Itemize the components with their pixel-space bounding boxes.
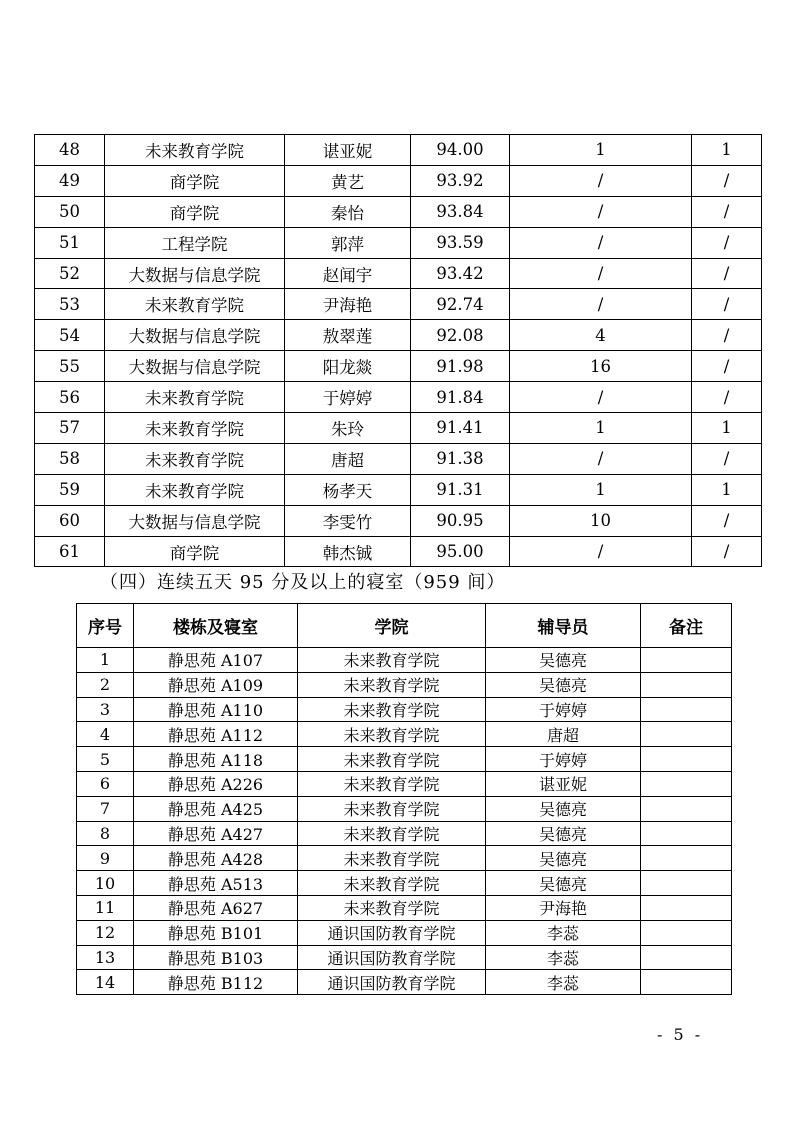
table-row [35, 474, 762, 505]
cell-no: 58 [35, 443, 105, 474]
cell-col6: / [692, 165, 762, 196]
cell-score: 91.31 [411, 474, 510, 505]
cell-col6: / [692, 505, 762, 536]
cell-college: 通识国防教育学院 [298, 945, 486, 970]
header-college: 学院 [298, 604, 486, 648]
cell-no: 48 [35, 135, 105, 166]
cell-college: 大数据与信息学院 [105, 351, 285, 382]
cell-note [641, 796, 732, 821]
cell-college: 未来教育学院 [298, 697, 486, 722]
header-note: 备注 [641, 604, 732, 648]
cell-col6: 1 [692, 474, 762, 505]
cell-college: 未来教育学院 [105, 443, 285, 474]
cell-college: 未来教育学院 [105, 474, 285, 505]
cell-college: 未来教育学院 [298, 648, 486, 673]
cell-col5: / [510, 227, 692, 258]
cell-col5: / [510, 536, 692, 567]
cell-note [641, 722, 732, 747]
cell-no: 14 [77, 970, 134, 995]
cell-no: 1 [77, 648, 134, 673]
dormitory-table-header-row [77, 604, 732, 648]
cell-college: 商学院 [105, 536, 285, 567]
cell-college: 未来教育学院 [105, 289, 285, 320]
cell-counselor: 于婷婷 [486, 697, 641, 722]
cell-col6: / [692, 227, 762, 258]
cell-name: 李雯竹 [285, 505, 411, 536]
table-row [77, 920, 732, 945]
cell-score: 93.42 [411, 258, 510, 289]
table-row [35, 196, 762, 227]
cell-col5: 1 [510, 413, 692, 444]
cell-no: 2 [77, 672, 134, 697]
cell-college: 未来教育学院 [298, 821, 486, 846]
cell-no: 12 [77, 920, 134, 945]
table-row [35, 443, 762, 474]
dormitory-table [76, 603, 732, 995]
cell-counselor: 吴德亮 [486, 871, 641, 896]
table-row [77, 895, 732, 920]
table-row [77, 747, 732, 772]
cell-college: 通识国防教育学院 [298, 970, 486, 995]
cell-col6: / [692, 196, 762, 227]
cell-no: 61 [35, 536, 105, 567]
cell-no: 50 [35, 196, 105, 227]
cell-college: 未来教育学院 [105, 135, 285, 166]
cell-college: 未来教育学院 [298, 871, 486, 896]
table-row [35, 289, 762, 320]
cell-name: 杨孝天 [285, 474, 411, 505]
cell-counselor: 唐超 [486, 722, 641, 747]
cell-col5: / [510, 382, 692, 413]
cell-score: 92.08 [411, 320, 510, 351]
cell-note [641, 945, 732, 970]
cell-college: 未来教育学院 [298, 722, 486, 747]
cell-score: 92.74 [411, 289, 510, 320]
table-row [35, 165, 762, 196]
cell-score: 91.41 [411, 413, 510, 444]
table-row [77, 796, 732, 821]
cell-col5: 4 [510, 320, 692, 351]
cell-no: 52 [35, 258, 105, 289]
cell-college: 通识国防教育学院 [298, 920, 486, 945]
cell-name: 黄艺 [285, 165, 411, 196]
cell-note [641, 920, 732, 945]
cell-college: 未来教育学院 [298, 771, 486, 796]
table-row [35, 320, 762, 351]
cell-col5: 1 [510, 474, 692, 505]
cell-college: 未来教育学院 [105, 382, 285, 413]
cell-note [641, 771, 732, 796]
cell-room: 静思苑 A627 [134, 895, 298, 920]
header-counselor: 辅导员 [486, 604, 641, 648]
cell-no: 8 [77, 821, 134, 846]
cell-col5: / [510, 443, 692, 474]
table-row [77, 697, 732, 722]
cell-score: 91.84 [411, 382, 510, 413]
cell-no: 5 [77, 747, 134, 772]
cell-name: 尹海艳 [285, 289, 411, 320]
cell-college: 未来教育学院 [298, 672, 486, 697]
table-row [35, 413, 762, 444]
cell-col6: / [692, 258, 762, 289]
cell-score: 90.95 [411, 505, 510, 536]
cell-col5: / [510, 165, 692, 196]
cell-col6: / [692, 443, 762, 474]
cell-room: 静思苑 A513 [134, 871, 298, 896]
cell-note [641, 747, 732, 772]
table-row [35, 227, 762, 258]
table-row [35, 505, 762, 536]
cell-col6: / [692, 289, 762, 320]
cell-no: 3 [77, 697, 134, 722]
cell-room: 静思苑 A112 [134, 722, 298, 747]
cell-score: 93.59 [411, 227, 510, 258]
table-row [77, 722, 732, 747]
cell-name: 阳龙燚 [285, 351, 411, 382]
cell-col6: / [692, 320, 762, 351]
cell-college: 未来教育学院 [298, 895, 486, 920]
cell-room: 静思苑 A107 [134, 648, 298, 673]
cell-college: 大数据与信息学院 [105, 258, 285, 289]
cell-no: 13 [77, 945, 134, 970]
table-row [77, 871, 732, 896]
cell-college: 未来教育学院 [298, 796, 486, 821]
cell-no: 4 [77, 722, 134, 747]
cell-note [641, 648, 732, 673]
cell-name: 朱玲 [285, 413, 411, 444]
cell-counselor: 谌亚妮 [486, 771, 641, 796]
cell-score: 91.98 [411, 351, 510, 382]
cell-score: 93.84 [411, 196, 510, 227]
cell-counselor: 李蕊 [486, 970, 641, 995]
cell-room: 静思苑 A428 [134, 846, 298, 871]
cell-no: 6 [77, 771, 134, 796]
cell-no: 57 [35, 413, 105, 444]
cell-name: 于婷婷 [285, 382, 411, 413]
cell-no: 11 [77, 895, 134, 920]
cell-note [641, 821, 732, 846]
cell-counselor: 李蕊 [486, 945, 641, 970]
cell-college: 未来教育学院 [105, 413, 285, 444]
cell-name: 郭萍 [285, 227, 411, 258]
table-row [35, 382, 762, 413]
table-row [35, 536, 762, 567]
cell-no: 7 [77, 796, 134, 821]
cell-score: 93.92 [411, 165, 510, 196]
cell-col5: 10 [510, 505, 692, 536]
cell-counselor: 李蕊 [486, 920, 641, 945]
table-row [77, 821, 732, 846]
cell-note [641, 697, 732, 722]
cell-score: 94.00 [411, 135, 510, 166]
cell-score: 91.38 [411, 443, 510, 474]
cell-name: 谌亚妮 [285, 135, 411, 166]
cell-col6: / [692, 382, 762, 413]
cell-room: 静思苑 A118 [134, 747, 298, 772]
cell-room: 静思苑 B112 [134, 970, 298, 995]
table-row [35, 135, 762, 166]
cell-note [641, 871, 732, 896]
cell-counselor: 吴德亮 [486, 821, 641, 846]
cell-room: 静思苑 B101 [134, 920, 298, 945]
table-row [77, 672, 732, 697]
cell-col6: / [692, 351, 762, 382]
scores-table-body [35, 135, 762, 567]
cell-col6: 1 [692, 135, 762, 166]
cell-college: 大数据与信息学院 [105, 505, 285, 536]
cell-room: 静思苑 A109 [134, 672, 298, 697]
scores-table [34, 134, 762, 567]
cell-no: 10 [77, 871, 134, 896]
cell-college: 未来教育学院 [298, 846, 486, 871]
header-no: 序号 [77, 604, 134, 648]
table-row [77, 945, 732, 970]
cell-no: 51 [35, 227, 105, 258]
table-row [77, 846, 732, 871]
cell-note [641, 895, 732, 920]
cell-counselor: 尹海艳 [486, 895, 641, 920]
cell-col5: 16 [510, 351, 692, 382]
cell-college: 工程学院 [105, 227, 285, 258]
cell-room: 静思苑 A110 [134, 697, 298, 722]
cell-col5: / [510, 258, 692, 289]
cell-no: 53 [35, 289, 105, 320]
cell-col6: / [692, 536, 762, 567]
cell-room: 静思苑 A427 [134, 821, 298, 846]
cell-note [641, 672, 732, 697]
cell-counselor: 吴德亮 [486, 846, 641, 871]
table-row [77, 771, 732, 796]
cell-college: 大数据与信息学院 [105, 320, 285, 351]
cell-no: 59 [35, 474, 105, 505]
header-room: 楼栋及寝室 [134, 604, 298, 648]
cell-no: 56 [35, 382, 105, 413]
table-row [35, 258, 762, 289]
cell-col6: 1 [692, 413, 762, 444]
dormitory-table-body [77, 648, 732, 995]
cell-no: 9 [77, 846, 134, 871]
cell-college: 商学院 [105, 165, 285, 196]
cell-counselor: 吴德亮 [486, 796, 641, 821]
cell-name: 敖翠莲 [285, 320, 411, 351]
cell-college: 商学院 [105, 196, 285, 227]
cell-college: 未来教育学院 [298, 747, 486, 772]
section-title: （四）连续五天 95 分及以上的寝室（959 间） [100, 572, 506, 593]
cell-counselor: 吴德亮 [486, 672, 641, 697]
cell-col5: / [510, 196, 692, 227]
cell-name: 赵闻宇 [285, 258, 411, 289]
cell-no: 60 [35, 505, 105, 536]
cell-name: 秦怡 [285, 196, 411, 227]
table-row [77, 648, 732, 673]
table-row [77, 970, 732, 995]
cell-name: 韩杰铖 [285, 536, 411, 567]
cell-counselor: 吴德亮 [486, 648, 641, 673]
cell-room: 静思苑 A425 [134, 796, 298, 821]
table-row [35, 351, 762, 382]
cell-col5: / [510, 289, 692, 320]
page-number: - 5 - [657, 1025, 704, 1044]
cell-note [641, 846, 732, 871]
cell-note [641, 970, 732, 995]
cell-room: 静思苑 A226 [134, 771, 298, 796]
cell-col5: 1 [510, 135, 692, 166]
cell-room: 静思苑 B103 [134, 945, 298, 970]
cell-name: 唐超 [285, 443, 411, 474]
cell-score: 95.00 [411, 536, 510, 567]
cell-no: 55 [35, 351, 105, 382]
cell-counselor: 于婷婷 [486, 747, 641, 772]
cell-no: 54 [35, 320, 105, 351]
cell-no: 49 [35, 165, 105, 196]
